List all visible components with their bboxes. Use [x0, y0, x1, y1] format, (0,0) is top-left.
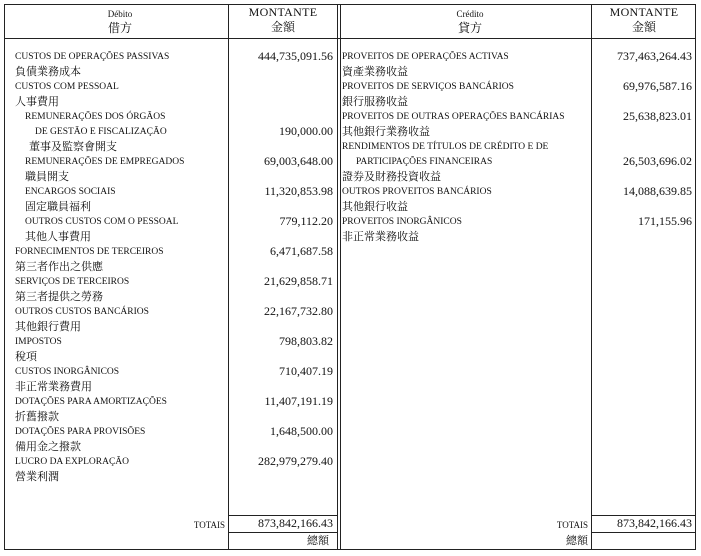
- debit-montante-header: MONTANTE: [248, 5, 318, 19]
- debit-row-amount: 710,407.19: [279, 364, 333, 378]
- credit-totals-label-zh: 總額: [566, 535, 588, 547]
- debit-row-label: REMUNERAÇÕES DOS ÓRGÃOS: [25, 112, 166, 122]
- debit-row-amount: 779,112.20: [279, 214, 333, 228]
- credit-row-amount: 171,155.96: [638, 214, 692, 228]
- debit-row-label: 非正常業務費用: [15, 381, 92, 393]
- credit-row-amount: 26,503,696.02: [623, 154, 692, 168]
- debit-row-label: 其他銀行費用: [15, 321, 81, 333]
- debit-header-pt: Débito: [107, 9, 133, 19]
- debit-row-label: 第三者提供之勞務: [15, 291, 103, 303]
- debit-row-label: OUTROS CUSTOS COM O PESSOAL: [25, 217, 179, 227]
- debit-row-amount: 11,407,191.19: [264, 394, 333, 408]
- debit-row-label: ENCARGOS SOCIAIS: [25, 187, 116, 197]
- credit-row-label: RENDIMENTOS DE TÍTULOS DE CRÉDITO E DE: [342, 142, 549, 152]
- credit-row-label: 資產業務收益: [342, 66, 408, 78]
- center-divider-left: [337, 4, 338, 550]
- debit-row-label: 備用金之撥款: [15, 441, 81, 453]
- credit-row-label: 非正常業務收益: [342, 231, 419, 243]
- credit-total-bottom-line: [591, 532, 696, 533]
- center-divider-right: [340, 4, 341, 550]
- debit-row-amount: 190,000.00: [279, 124, 333, 138]
- debit-row-label: 董事及監察會開支: [29, 141, 117, 153]
- credit-row-amount: 25,638,823.01: [623, 109, 692, 123]
- debit-row-label: 職員開支: [25, 171, 69, 183]
- credit-total-amount: 873,842,166.43: [617, 516, 692, 530]
- debit-row-label: 負債業務成本: [15, 66, 81, 78]
- debit-row-amount: 22,167,732.80: [264, 304, 333, 318]
- credit-row-label: PROVEITOS INORGÂNICOS: [342, 217, 462, 227]
- credit-row-amount: 14,088,639.85: [623, 184, 692, 198]
- header-separator: [4, 38, 696, 39]
- credit-header-zh: 貸方: [457, 21, 482, 35]
- credit-row-label: 銀行服務收益: [342, 96, 408, 108]
- credit-row-label: 其他銀行收益: [342, 201, 408, 213]
- debit-row-label: CUSTOS INORGÂNICOS: [15, 367, 120, 377]
- debit-row-label: FORNECIMENTOS DE TERCEIROS: [15, 247, 164, 257]
- debit-row-amount: 444,735,091.56: [258, 49, 333, 63]
- debit-row-amount: 1,648,500.00: [270, 424, 333, 438]
- credit-montante-header: MONTANTE: [609, 5, 679, 19]
- debit-row-label: 折舊撥款: [15, 411, 59, 423]
- debit-header-zh: 借方: [107, 21, 132, 35]
- credit-row-label: PROVEITOS DE OUTRAS OPERAÇÕES BANCÁRIAS: [342, 112, 565, 122]
- credit-totals-label: TOTAIS: [556, 520, 588, 530]
- debit-row-amount: 21,629,858.71: [264, 274, 333, 288]
- debit-row-label: IMPOSTOS: [15, 337, 62, 347]
- debit-row-label: 稅項: [15, 351, 37, 363]
- debit-row-label: 固定職員福利: [25, 201, 91, 213]
- debit-row-label: 第三者作出之供應: [15, 261, 103, 273]
- debit-row-label: 其他人事費用: [25, 231, 91, 243]
- debit-total-amount: 873,842,166.43: [258, 516, 333, 530]
- debit-row-label: OUTROS CUSTOS BANCÁRIOS: [15, 307, 149, 317]
- debit-row-label: REMUNERAÇÕES DE EMPREGADOS: [25, 157, 185, 167]
- credit-row-amount: 69,976,587.16: [623, 79, 692, 93]
- debit-row-label: 人事費用: [15, 96, 59, 108]
- debit-row-amount: 69,003,648.00: [264, 154, 333, 168]
- debit-totals-label: TOTAIS: [193, 520, 225, 530]
- debit-row-amount: 6,471,687.58: [270, 244, 333, 258]
- debit-row-amount: 798,803.82: [279, 334, 333, 348]
- credit-row-label: PROVEITOS DE SERVIÇOS BANCÁRIOS: [342, 82, 514, 92]
- debit-row-label: CUSTOS COM PESSOAL: [15, 82, 119, 92]
- debit-row-label: 營業利潤: [15, 471, 59, 483]
- credit-row-amount: 737,463,264.43: [617, 49, 692, 63]
- credit-row-label: 其他銀行業務收益: [342, 126, 430, 138]
- credit-row-label: PARTICIPAÇÕES FINANCEIRAS: [356, 157, 493, 167]
- debit-row-label: DOTAÇÕES PARA PROVISÕES: [15, 427, 146, 437]
- debit-row-label: CUSTOS DE OPERAÇÕES PASSIVAS: [15, 52, 170, 62]
- debit-row-label: LUCRO DA EXPLORAÇÃO: [15, 457, 130, 467]
- credit-row-label: PROVEITOS DE OPERAÇÕES ACTIVAS: [342, 52, 509, 62]
- debit-row-amount: 11,320,853.98: [264, 184, 333, 198]
- debit-totals-label-zh: 總額: [307, 535, 329, 547]
- debit-row-label: SERVIÇOS DE TERCEIROS: [15, 277, 130, 287]
- credit-header-pt: Crédito: [456, 9, 484, 19]
- credit-row-label: 證券及財務投資收益: [342, 171, 441, 183]
- credit-montante-zh: 金額: [631, 20, 656, 34]
- debit-row-label: DE GESTÃO E FISCALIZAÇÃO: [35, 127, 167, 137]
- debit-row-amount: 282,979,279.40: [258, 454, 333, 468]
- debit-row-label: DOTAÇÕES PARA AMORTIZAÇÕES: [15, 397, 167, 407]
- credit-row-label: OUTROS PROVEITOS BANCÁRIOS: [342, 187, 492, 197]
- debit-montante-zh: 金額: [270, 20, 295, 34]
- debit-total-bottom-line: [228, 532, 338, 533]
